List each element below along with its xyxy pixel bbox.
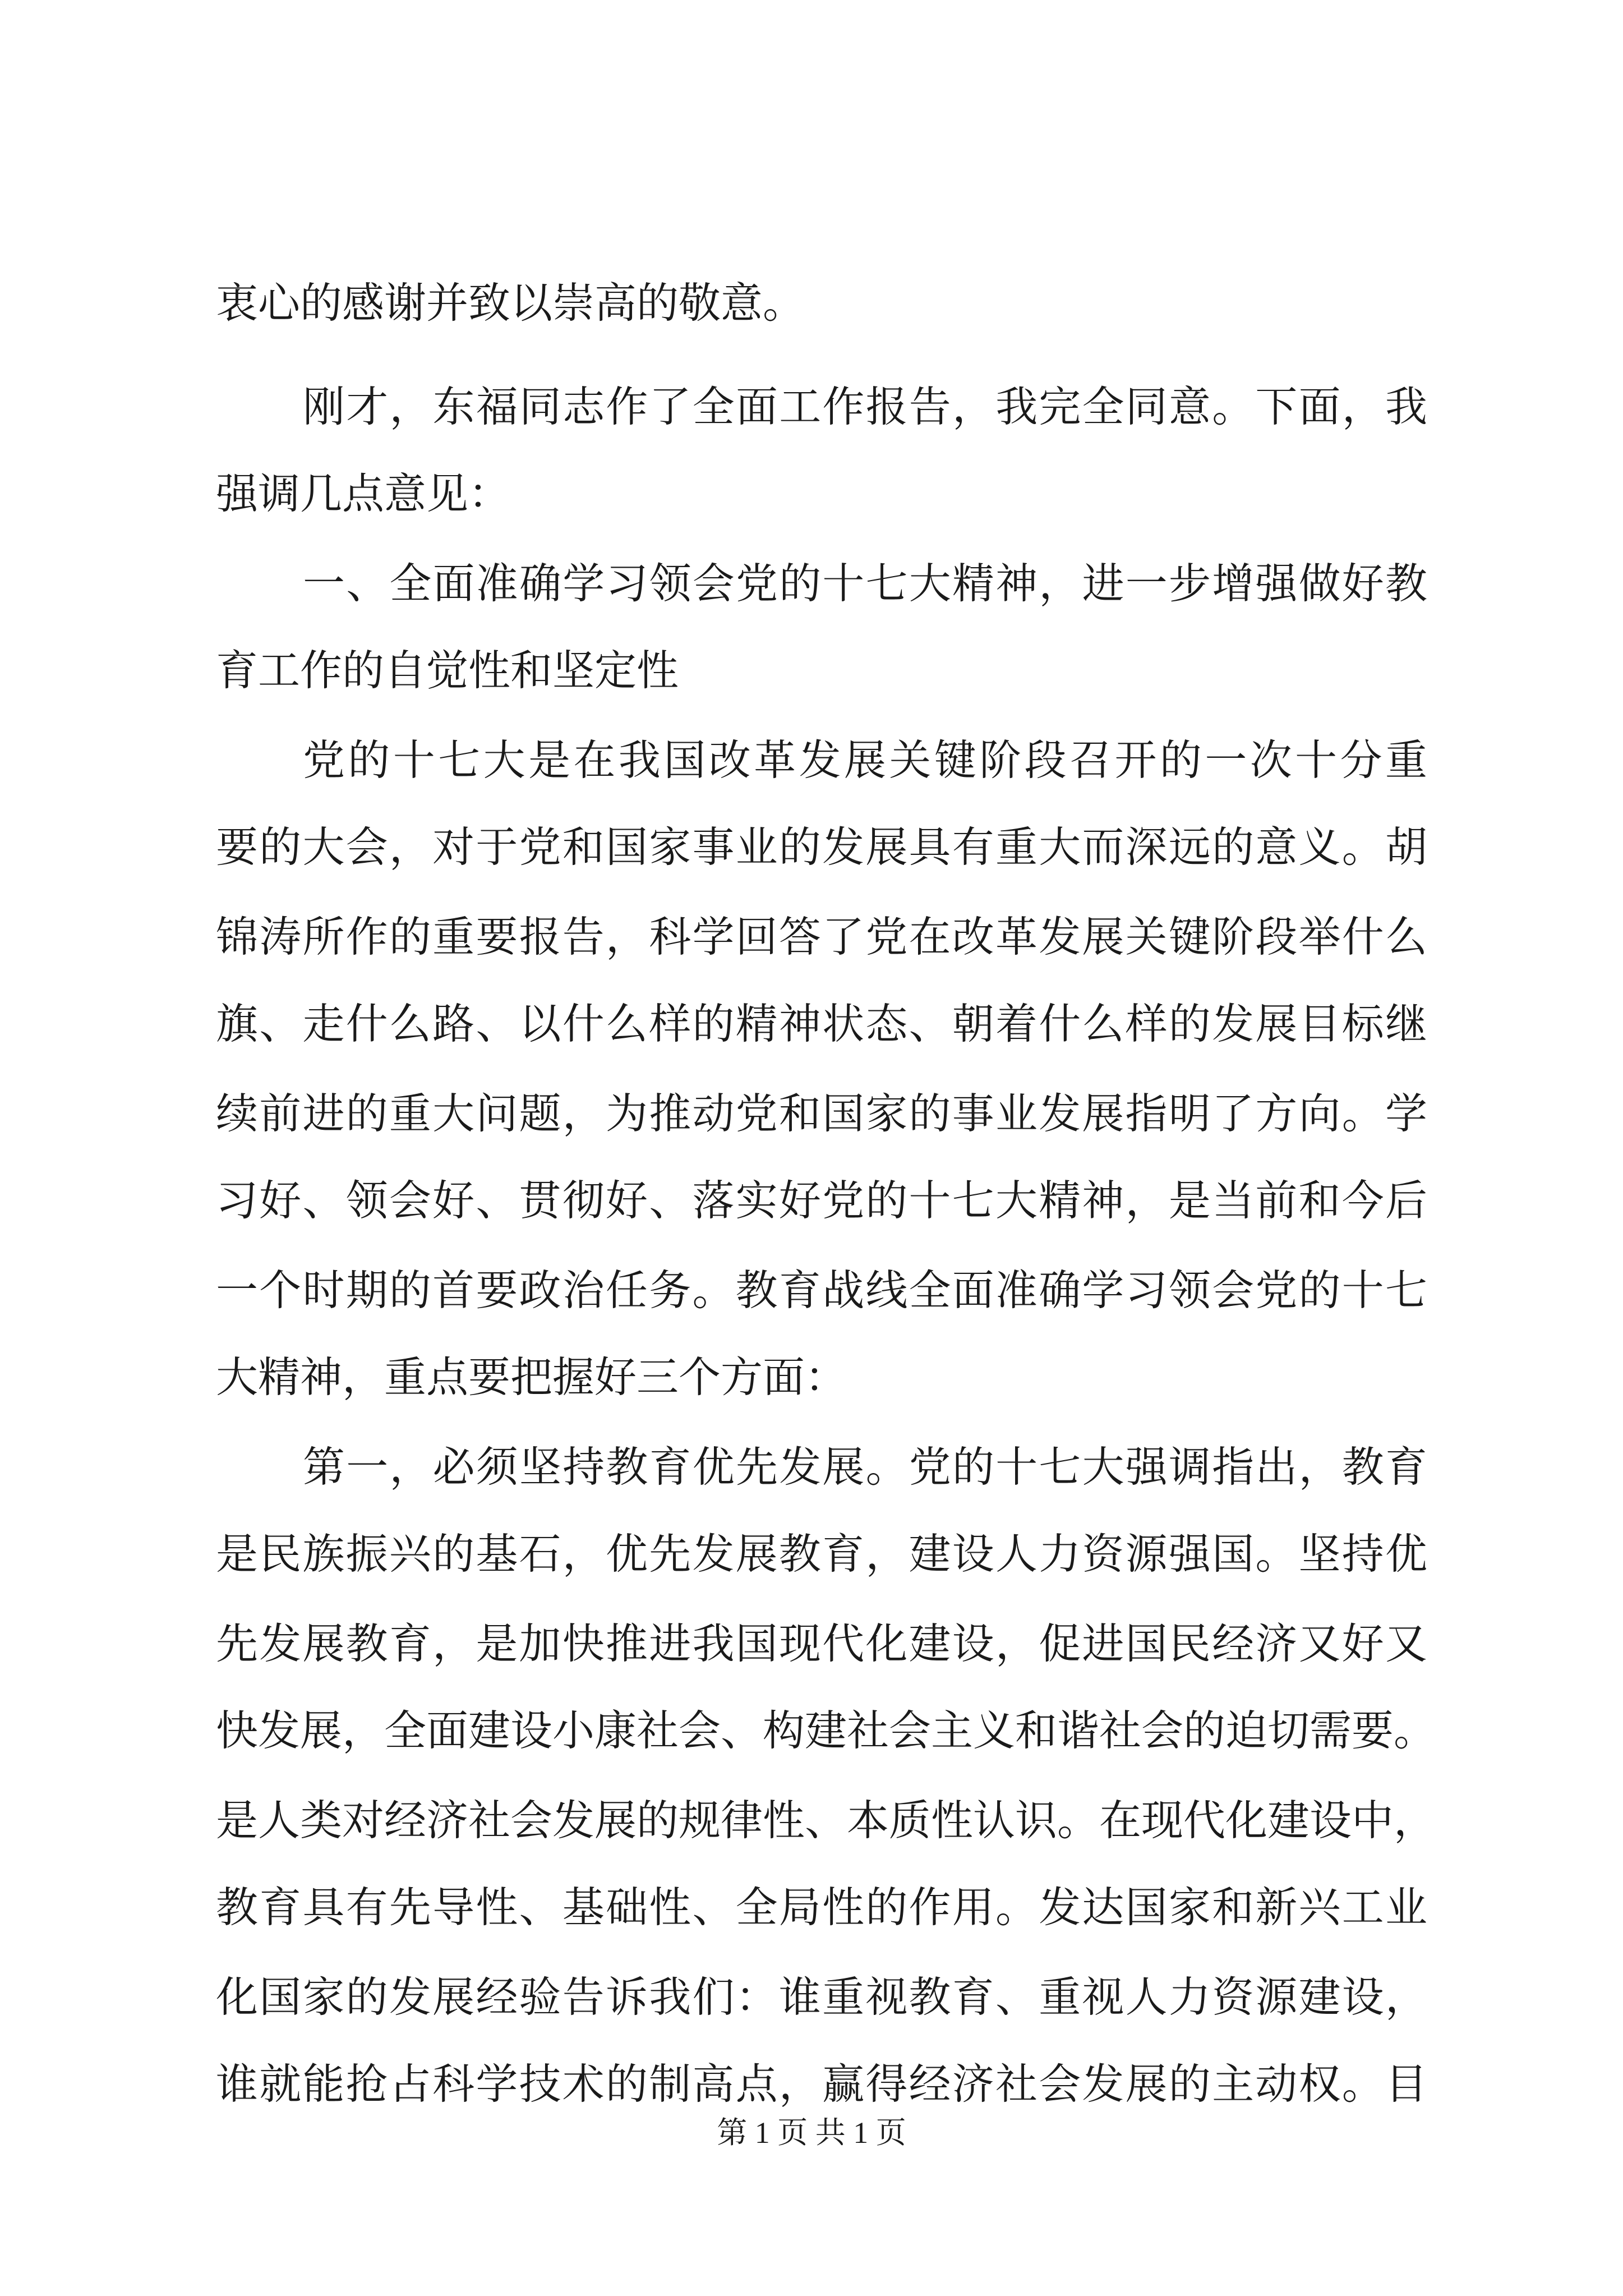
text-line: 谁就能抢占科学技术的制高点，赢得经济社会发展的主动权。目 bbox=[216, 2059, 1427, 2109]
page-number-footer: 第 1 页 共 1 页 bbox=[717, 2116, 906, 2150]
text-line: 旗、走什么路、以什么样的精神状态、朝着什么样的发展目标继 bbox=[216, 999, 1427, 1048]
text-line: 教育具有先导性、基础性、全局性的作用。发达国家和新兴工业 bbox=[216, 1883, 1427, 1932]
text-line: 化国家的发展经验告诉我们：谁重视教育、重视人力资源建设， bbox=[216, 1972, 1427, 2022]
text-line: 一个时期的首要政治任务。教育战线全面准确学习领会党的十七 bbox=[216, 1266, 1427, 1315]
text-line: 大精神，重点要把握好三个方面： bbox=[216, 1352, 847, 1402]
section-heading-line: 一、全面准确学习领会党的十七大精神，进一步增强做好教 bbox=[303, 559, 1427, 608]
text-line: 是人类对经济社会发展的规律性、本质性认识。在现代化建设中， bbox=[216, 1796, 1436, 1845]
text-line: 先发展教育，是加快推进我国现代化建设，促进国民经济又好又 bbox=[216, 1619, 1427, 1668]
section-heading-line: 育工作的自觉性和坚定性 bbox=[216, 646, 679, 695]
text-line: 锦涛所作的重要报告，科学回答了党在改革发展关键阶段举什么 bbox=[216, 912, 1427, 961]
paragraph-first-line: 刚才，东福同志作了全面工作报告，我完全同意。下面，我 bbox=[303, 382, 1427, 431]
text-line: 是民族振兴的基石，优先发展教育，建设人力资源强国。坚持优 bbox=[216, 1529, 1427, 1579]
text-line: 续前进的重大问题，为推动党和国家的事业发展指明了方向。学 bbox=[216, 1089, 1427, 1138]
text-line: 快发展，全面建设小康社会、构建社会主义和谐社会的迫切需要。 bbox=[216, 1706, 1436, 1755]
text-line: 要的大会，对于党和国家事业的发展具有重大而深远的意义。胡 bbox=[216, 822, 1427, 872]
text-line: 强调几点意见： bbox=[216, 469, 511, 518]
paragraph-first-line: 党的十七大是在我国改革发展关键阶段召开的一次十分重 bbox=[303, 735, 1427, 785]
text-line: 习好、领会好、贯彻好、落实好党的十七大精神，是当前和今后 bbox=[216, 1176, 1427, 1225]
text-line: 衷心的感谢并致以崇高的敬意。 bbox=[216, 278, 805, 328]
paragraph-first-line: 第一，必须坚持教育优先发展。党的十七大强调指出，教育 bbox=[303, 1442, 1427, 1492]
